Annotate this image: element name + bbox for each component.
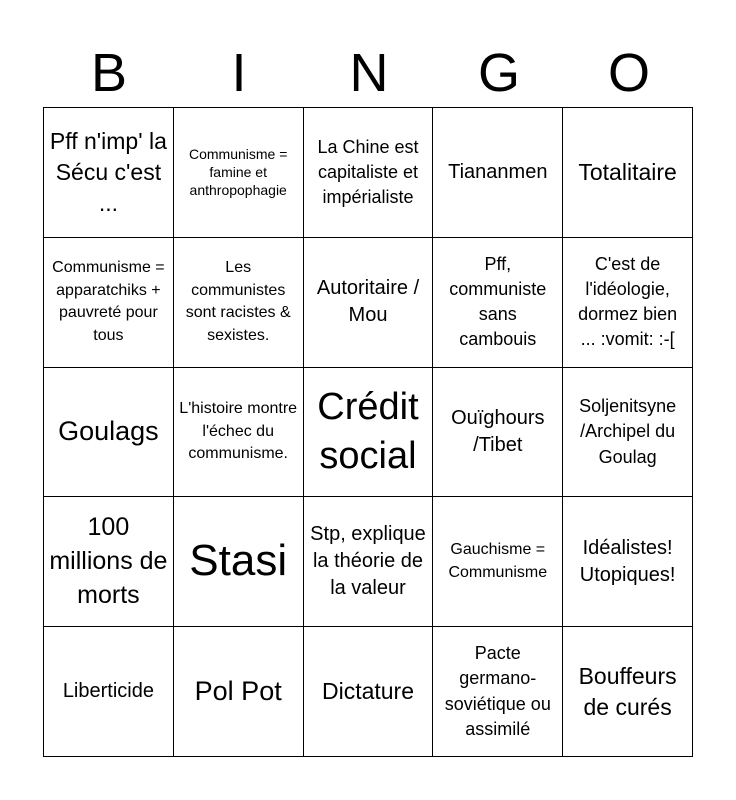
header-letter-i: I bbox=[231, 43, 247, 103]
cell-text: Communisme = apparatchiks + pauvreté pour tous bbox=[52, 259, 165, 344]
cell-text: Soljenitsyne /Archipel du Goulag bbox=[579, 396, 677, 467]
cell-text: Pol Pot bbox=[194, 676, 282, 707]
cell-text: Communisme = famine et anthropophagie bbox=[188, 146, 288, 199]
cell-text: Stp, explique la théorie de la valeur bbox=[310, 523, 426, 600]
cell-text: Ouïghours /Tibet bbox=[451, 406, 545, 456]
bingo-cell-r1c3[interactable] bbox=[304, 108, 434, 238]
bingo-cell-r3c3[interactable] bbox=[304, 368, 434, 498]
bingo-cell-r2c4[interactable] bbox=[433, 238, 563, 368]
bingo-cell-r3c2[interactable] bbox=[174, 368, 304, 498]
cell-text: Pacte germano-soviétique ou assimilé bbox=[444, 643, 551, 739]
cell-text: Stasi bbox=[189, 536, 288, 586]
bingo-cell-r5c1[interactable] bbox=[44, 627, 174, 757]
cell-text: Pff, communiste sans cambouis bbox=[449, 253, 547, 350]
bingo-cell-r4c1[interactable] bbox=[44, 497, 174, 627]
bingo-cell-r3c5[interactable] bbox=[563, 368, 693, 498]
cell-text: Idéalistes! Utopiques! bbox=[579, 536, 676, 586]
bingo-cell-r3c1[interactable] bbox=[44, 368, 174, 498]
bingo-cell-r2c3[interactable] bbox=[304, 238, 434, 368]
cell-text: Pff n'imp' la Sécu c'est ... bbox=[49, 127, 167, 216]
cell-text: Autoritaire / Mou bbox=[316, 277, 420, 327]
bingo-cell-r2c2[interactable] bbox=[174, 238, 304, 368]
bingo-cell-r1c4[interactable] bbox=[433, 108, 563, 238]
cell-text: Dictature bbox=[321, 678, 415, 705]
cell-text: Goulags bbox=[58, 416, 159, 447]
bingo-cell-r3c4[interactable] bbox=[433, 368, 563, 498]
cell-text: Gauchisme = Communisme bbox=[448, 541, 548, 581]
bingo-cell-r1c1[interactable] bbox=[44, 108, 174, 238]
bingo-cell-r4c5[interactable] bbox=[563, 497, 693, 627]
bingo-cell-r4c4[interactable] bbox=[433, 497, 563, 627]
cell-text: Tiananmen bbox=[448, 160, 548, 183]
header-letter-n: N bbox=[349, 43, 389, 103]
bingo-header bbox=[44, 40, 694, 106]
cell-text: Bouffeurs de curés bbox=[578, 662, 677, 720]
bingo-cell-r4c2[interactable] bbox=[174, 497, 304, 627]
bingo-cell-r5c3[interactable] bbox=[304, 627, 434, 757]
cell-text: Liberticide bbox=[62, 680, 154, 703]
cell-text: C'est de l'idéologie, dormez bien ... :vomit: :-[ bbox=[578, 253, 678, 350]
bingo-cell-r1c5[interactable] bbox=[563, 108, 693, 238]
cell-text: Les communistes sont racistes & sexistes. bbox=[185, 259, 291, 344]
bingo-cell-r1c2[interactable] bbox=[174, 108, 304, 238]
header-letter-g: G bbox=[477, 43, 520, 103]
cell-text: La Chine est capitaliste et impérialiste bbox=[317, 136, 419, 207]
bingo-cell-r5c5[interactable] bbox=[563, 627, 693, 757]
bingo-cell-r5c4[interactable] bbox=[433, 627, 563, 757]
bingo-cell-r4c3[interactable] bbox=[304, 497, 434, 627]
cell-text: Totalitaire bbox=[578, 158, 677, 185]
bingo-cell-r5c2[interactable] bbox=[174, 627, 304, 757]
header-letter-b: B bbox=[90, 43, 128, 103]
bingo-cell-r2c5[interactable] bbox=[563, 238, 693, 368]
cell-text: L'histoire montre l'échec du communisme. bbox=[179, 400, 298, 463]
bingo-cell-r2c1[interactable] bbox=[44, 238, 174, 368]
bingo-board bbox=[43, 107, 693, 757]
cell-text: Crédit social bbox=[317, 385, 419, 477]
header-letter-o: O bbox=[607, 43, 650, 103]
cell-text: 100 millions de morts bbox=[49, 513, 168, 609]
